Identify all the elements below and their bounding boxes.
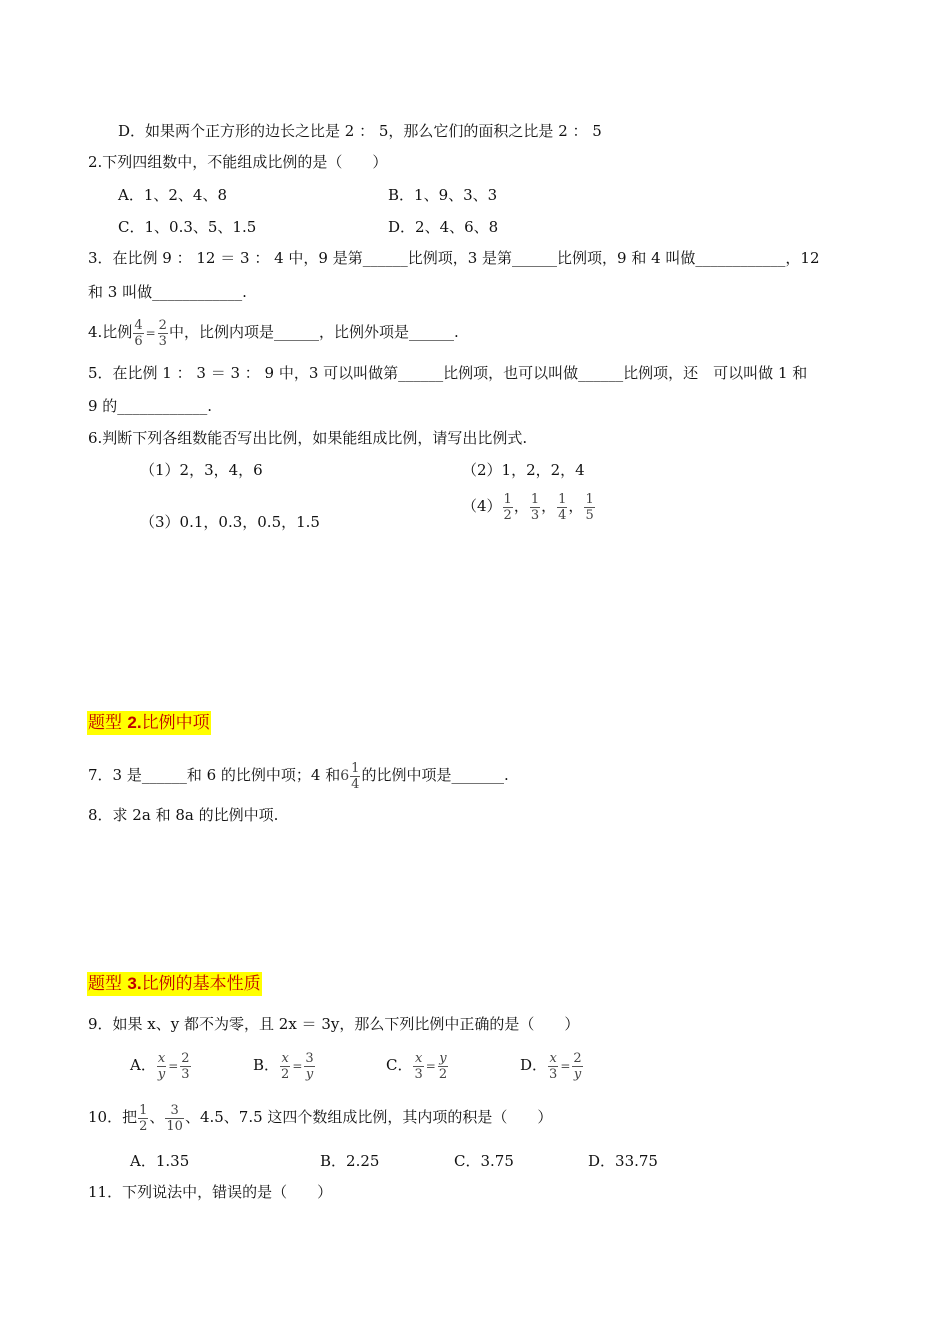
q3-line1: 3．在比例 9 ： 12 ＝ 3 ： 4 中，9 是第______比例项，3 是第______比例项，9 和 4 叫做____________，12 (88, 249, 820, 267)
q10-fraction-1 (138, 1103, 148, 1134)
q6-p4-den: 3 (530, 507, 540, 523)
section-3-title-post: 比例的基本性质 (141, 974, 261, 994)
q9-stem: 9．如果 x、y 都不为零，且 2x ＝ 3y，那么下列比例中正确的是（ ） (88, 1015, 580, 1033)
q10-line (88, 1097, 552, 1137)
q6-p4-num: 1 (503, 491, 512, 507)
q9-d-right-fraction (572, 1051, 582, 1082)
q2-option-d: D．2、4、6、8 (388, 218, 499, 236)
q4-f2-numerator: 2 (158, 317, 167, 333)
q9-c-label: C． (386, 1056, 413, 1074)
q10-option-d: D．33.75 (588, 1152, 658, 1170)
q7-suffix: 的比例中项是_______. (361, 766, 509, 784)
q2-option-a: A．1、2、4、8 (118, 186, 228, 204)
q7-frac-denominator: 4 (351, 776, 360, 792)
q6-p4-den: 2 (503, 507, 512, 523)
q10-f1-denominator: 2 (139, 1118, 148, 1134)
q9-option-c (386, 1045, 449, 1086)
q6-p4-fraction (503, 492, 513, 523)
q4-fraction-left (133, 318, 143, 349)
q6-p4-sep: ， (513, 497, 529, 515)
q9-a-equals: = (168, 1059, 179, 1073)
q10-option-c: C．3.75 (454, 1152, 514, 1170)
q9-b-left-fraction (280, 1051, 290, 1082)
q9-option-d (520, 1045, 584, 1086)
q2-option-b: B．1、9、3、3 (388, 186, 498, 204)
q4-f1-denominator: 6 (134, 333, 143, 349)
q7-whole: 6 (340, 768, 350, 784)
q9-b-label: B． (253, 1056, 280, 1074)
q7-fraction (350, 761, 360, 792)
q6-p4-den: 4 (558, 507, 567, 523)
q6-p4-num: 1 (585, 491, 594, 507)
q6-stem: 6.判断下列各组数能否写出比例，如果能组成比例，请写出比例式. (88, 429, 528, 447)
q6-part-4 (462, 486, 596, 526)
q7-prefix: 7．3 是______和 6 的比例中项；4 和 (88, 766, 341, 784)
q9-b-ld: 2 (281, 1066, 290, 1082)
section-3-heading (87, 972, 262, 996)
section-3-title-pre: 题型 (88, 974, 128, 994)
q3-line2: 和 3 叫做____________. (88, 283, 247, 301)
q1-option-d: D．如果两个正方形的边长之比是 2 ： 5，那么它们的面积之比是 2 ： 5 (118, 122, 602, 140)
section-2-title-post: 比例中项 (141, 713, 210, 733)
q7-frac-numerator: 1 (351, 760, 360, 776)
q6-p4-num: 1 (558, 491, 567, 507)
section-2-heading (87, 711, 211, 735)
q9-d-left-fraction (548, 1051, 558, 1082)
q9-b-rd: y (305, 1066, 314, 1082)
q9-d-ld: 3 (549, 1066, 558, 1082)
q9-a-ld: y (157, 1066, 166, 1082)
q4-suffix: 中，比例内项是______，比例外项是______. (168, 323, 459, 341)
q9-d-equals: = (560, 1059, 571, 1073)
q6-part-1: （1）2，3，4，6 (140, 461, 263, 479)
q10-option-a: A．1.35 (130, 1152, 190, 1170)
q11-text: 11．下列说法中，错误的是（ ） (88, 1183, 333, 1201)
q6-p4-label: （4） (462, 497, 502, 515)
q6-part-2: （2）1，2，2，4 (462, 461, 585, 479)
q8-text: 8．求 2a 和 8a 的比例中项. (88, 806, 279, 824)
q2-option-c: C．1、0.3、5、1.5 (118, 218, 257, 236)
q9-c-right-fraction (438, 1051, 448, 1082)
q9-a-rd: 3 (181, 1066, 190, 1082)
q10-prefix: 10．把 (88, 1108, 138, 1126)
q6-p4-fraction (584, 492, 594, 523)
q9-a-left-fraction (157, 1051, 166, 1082)
q5-line1: 5．在比例 1 ： 3 ＝ 3 ： 9 中，3 可以叫做第______比例项，也可以叫做______比例项，还 可以叫做 1 和 (88, 364, 808, 382)
q4-equals: = (145, 326, 156, 340)
q10-f1-numerator: 1 (139, 1102, 148, 1118)
section-2-title-num: 2. (127, 713, 142, 732)
q6-p4-sep: ， (541, 497, 557, 515)
q9-a-ln: x (157, 1050, 166, 1066)
section-2-title-pre: 题型 (88, 713, 128, 733)
q4-prefix: 4.比例 (88, 323, 133, 341)
q6-p4-num: 1 (530, 491, 540, 507)
q9-c-rd: 2 (438, 1066, 448, 1082)
q6-p4-fraction (557, 492, 567, 523)
q9-option-a (130, 1045, 192, 1086)
q9-c-ld: 3 (414, 1066, 423, 1082)
q4-f1-numerator: 4 (134, 317, 143, 333)
q9-d-rd: y (573, 1066, 582, 1082)
q6-p4-fraction (530, 492, 540, 523)
q9-a-rn: 2 (181, 1050, 190, 1066)
q4-line (88, 312, 459, 353)
q9-option-b (253, 1045, 316, 1086)
q5-line2: 9 的____________. (88, 397, 213, 415)
q9-c-equals: = (425, 1059, 436, 1073)
q9-a-right-fraction (180, 1051, 190, 1082)
q9-c-ln: x (414, 1050, 423, 1066)
q6-p4-sep: ， (568, 497, 584, 515)
q10-option-b: B．2.25 (320, 1152, 380, 1170)
q9-b-equals: = (292, 1059, 303, 1073)
q2-stem: 2.下列四组数中，不能组成比例的是（ ） (88, 153, 388, 171)
q9-b-rn: 3 (305, 1050, 314, 1066)
q6-part-3: （3）0.1，0.3，0.5，1.5 (140, 513, 320, 531)
q9-c-rn: y (439, 1050, 447, 1066)
q10-fraction-2 (165, 1103, 184, 1134)
section-3-title-num: 3. (127, 974, 142, 993)
q4-fraction-right (158, 318, 168, 349)
q9-c-left-fraction (413, 1051, 423, 1082)
q4-f2-denominator: 3 (158, 333, 167, 349)
q9-a-label: A． (130, 1056, 156, 1074)
q9-b-right-fraction (304, 1051, 314, 1082)
q7-mixed-number (340, 756, 361, 796)
q9-d-rn: 2 (573, 1050, 582, 1066)
q9-d-label: D． (520, 1056, 548, 1074)
q10-sep: 、 (149, 1108, 165, 1126)
q9-d-ln: x (549, 1050, 557, 1066)
q10-suffix: 、4.5、7.5 这四个数组成比例，其内项的积是（ ） (184, 1108, 553, 1126)
q6-p4-den: 5 (585, 507, 594, 523)
q10-f2-denominator: 10 (166, 1118, 183, 1134)
q9-b-ln: x (281, 1050, 289, 1066)
q7-line (88, 755, 509, 796)
q10-f2-numerator: 3 (165, 1103, 184, 1119)
